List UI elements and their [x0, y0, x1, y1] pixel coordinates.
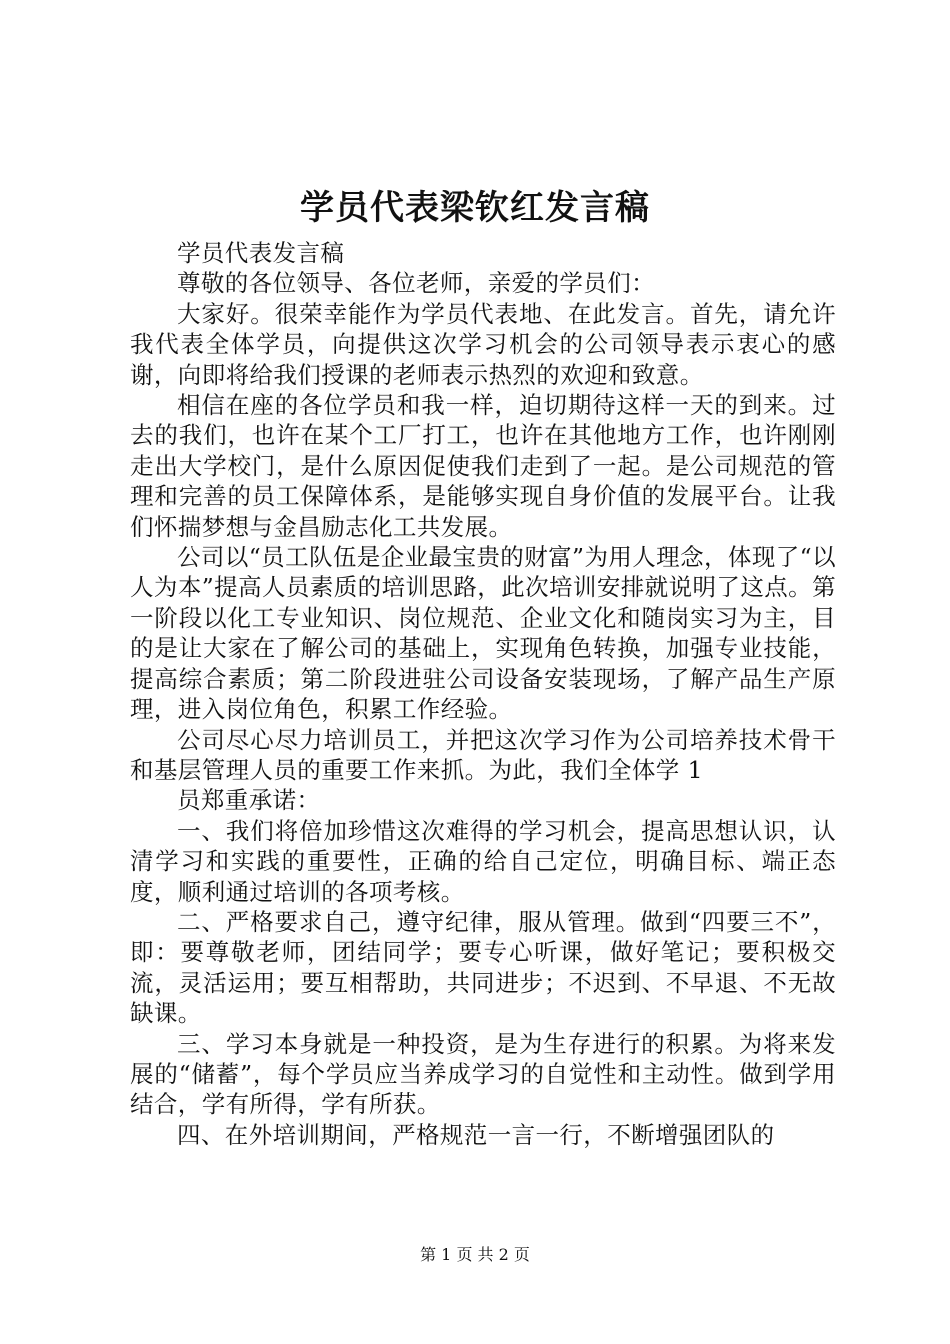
- paragraph: 公司以“员工队伍是企业最宝贵的财富”为用人理念，体现了“以人为本”提高人员素质的培训思路，此次培训安排就说明了这点。第一阶段以化工专业知识、岗位规范、企业文化和随岗实习为主，目的是让大家在了解公司的基础上，实现角色转换，加强专业技能，提高综合素质；第二阶段进驻公司设备安装现场，了解产品生产原理，进入岗位角色，积累工作经验。: [130, 543, 836, 724]
- paragraph: 三、学习本身就是一种投资，是为生存进行的积累。为将来发展的“储蓄”，每个学员应当养成学习的自觉性和主动性。做到学用结合，学有所得，学有所获。: [130, 1029, 836, 1119]
- paragraph: 四、在外培训期间，严格规范一言一行，不断增强团队的: [177, 1120, 775, 1149]
- paragraph: 二、严格要求自己，遵守纪律，服从管理。做到“四要三不”，即：要尊敬老师，团结同学；要专心听课，做好笔记；要积极交流，灵活运用；要互相帮助，共同进步；不迟到、不早退、不无故缺课。: [130, 907, 836, 1028]
- paragraph: 相信在座的各位学员和我一样，迫切期待这样一天的到来。过去的我们，也许在某个工厂打工，也许在其他地方工作，也许刚刚走出大学校门，是什么原因促使我们走到了一起。是公司规范的管理和完善的员工保障体系，是能够实现自身价值的发展平台。让我们怀揣梦想与金昌励志化工共发展。: [130, 391, 836, 541]
- paragraph: 公司尽心尽力培训员工，并把这次学习作为公司培养技术骨干和基层管理人员的重要工作来抓。为此，我们全体学 1: [130, 725, 836, 784]
- document-body: [130, 238, 836, 1150]
- paragraph: 尊敬的各位领导、各位老师，亲爱的学员们：: [177, 269, 655, 298]
- page-footer: 第 1 页 共 2 页: [420, 1245, 530, 1264]
- paragraph: 一、我们将倍加珍惜这次难得的学习机会，提高思想认识，认清学习和实践的重要性，正确的给自己定位，明确目标、端正态度，顺利通过培训的各项考核。: [130, 816, 836, 906]
- document-title: 学员代表梁钦红发言稿: [300, 188, 650, 228]
- paragraph: 学员代表发言稿: [177, 239, 345, 267]
- paragraph: 大家好。很荣幸能作为学员代表地、在此发言。首先，请允许我代表全体学员，向提供这次学习机会的公司领导表示衷心的感谢，向即将给我们授课的老师表示热烈的欢迎和致意。: [130, 299, 836, 389]
- paragraph: 员郑重承诺：: [177, 786, 321, 815]
